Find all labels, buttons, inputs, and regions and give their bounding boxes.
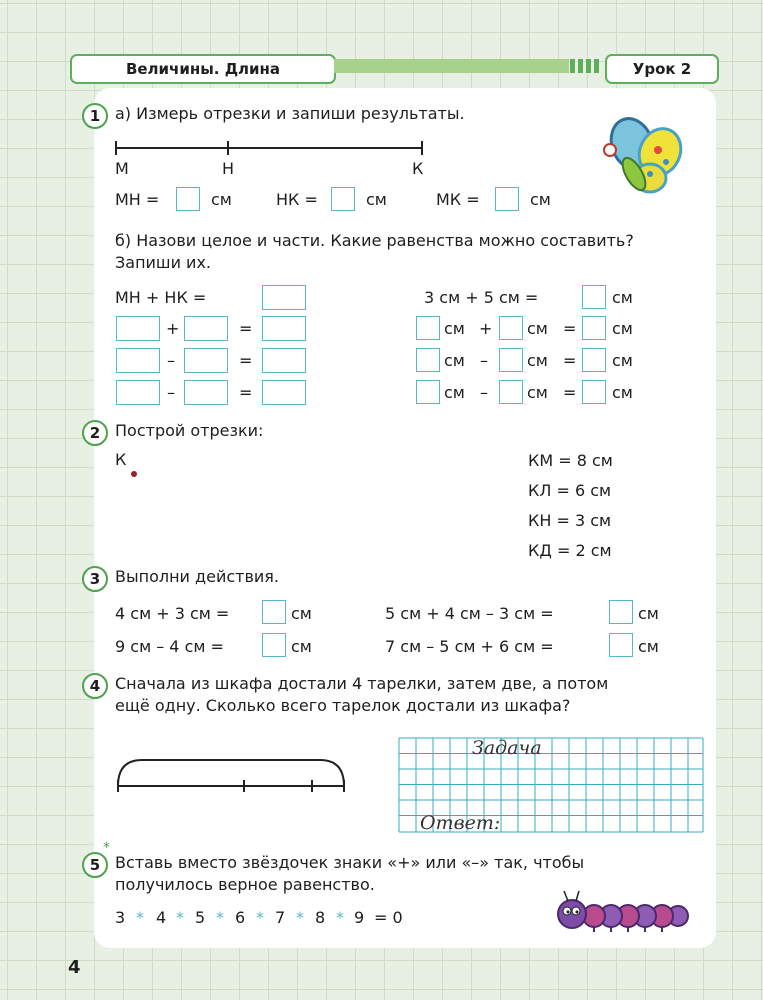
unit-label: см xyxy=(527,383,548,402)
answer-box[interactable] xyxy=(184,380,228,405)
answer-box[interactable] xyxy=(499,348,523,372)
equation-number: 9 xyxy=(354,908,365,927)
operator: = xyxy=(563,351,577,370)
operator: = xyxy=(563,383,577,402)
answer-box[interactable] xyxy=(416,316,440,340)
unit-label: см xyxy=(366,190,387,209)
task-text: Выполни действия. xyxy=(115,567,279,586)
equation-number: 4 xyxy=(156,908,167,927)
page-number: 4 xyxy=(68,957,81,978)
star-slot[interactable]: * xyxy=(176,908,184,927)
equation-result: = 0 xyxy=(374,908,403,927)
unit-label: см xyxy=(530,190,551,209)
equation-number: 3 xyxy=(115,908,126,927)
segment-mhk xyxy=(110,138,430,158)
answer-box[interactable] xyxy=(582,380,606,404)
answer-box[interactable] xyxy=(331,187,355,211)
answer-box[interactable] xyxy=(582,285,606,309)
section-title: Величины. Длина xyxy=(70,54,336,84)
unit-label: см xyxy=(638,637,659,656)
task-text: получилось верное равенство. xyxy=(115,875,375,894)
answer-box[interactable] xyxy=(116,348,160,373)
star-slot[interactable]: * xyxy=(256,908,264,927)
equation-number: 6 xyxy=(235,908,246,927)
exercise-text: 5 см + 4 см – 3 см = xyxy=(385,604,554,623)
star-slot[interactable]: * xyxy=(336,908,344,927)
answer-box[interactable] xyxy=(582,348,606,372)
equation-text: МН + НК = xyxy=(115,288,207,307)
exercise-text: 4 см + 3 см = xyxy=(115,604,230,623)
operator: = xyxy=(239,351,253,370)
answer-box[interactable] xyxy=(262,633,286,657)
answer-box[interactable] xyxy=(116,380,160,405)
unit-label: см xyxy=(638,604,659,623)
answer-box[interactable] xyxy=(416,380,440,404)
task-number: 3 xyxy=(82,566,108,592)
unit-label: см xyxy=(527,351,548,370)
equation-number: 7 xyxy=(275,908,286,927)
header-bar xyxy=(334,59,569,73)
answer-box[interactable] xyxy=(499,380,523,404)
unit-label: см xyxy=(612,288,633,307)
unit-label: см xyxy=(527,319,548,338)
exercise-text: 9 см – 4 см = xyxy=(115,637,224,656)
point-label: Н xyxy=(222,159,235,178)
answer-box[interactable] xyxy=(609,600,633,624)
answer-box[interactable] xyxy=(262,348,306,373)
star-mark: * xyxy=(103,840,110,856)
task-number: 5 xyxy=(82,852,108,878)
task-text: ещё одну. Сколько всего тарелок достали из шкафа? xyxy=(115,696,571,715)
task-text: Вставь вместо звёздочек знаки «+» или «–» так, чтобы xyxy=(115,853,585,872)
answer-box[interactable] xyxy=(184,348,228,373)
equation-text: 3 см + 5 см = xyxy=(424,288,539,307)
butterfly-illustration xyxy=(592,112,692,202)
unit-label: см xyxy=(612,383,633,402)
star-slot[interactable]: * xyxy=(136,908,144,927)
segment-spec: КЛ = 6 см xyxy=(528,481,612,500)
answer-box[interactable] xyxy=(176,187,200,211)
answer-box[interactable] xyxy=(582,316,606,340)
answer-box[interactable] xyxy=(116,316,160,341)
task-text: а) Измерь отрезки и запиши результаты. xyxy=(115,104,465,123)
caterpillar-illustration xyxy=(548,886,698,936)
header-stripe xyxy=(570,59,575,73)
answer-box[interactable] xyxy=(262,316,306,341)
operator: = xyxy=(563,319,577,338)
grid-answer-label: Ответ: xyxy=(420,812,501,834)
operator: = xyxy=(239,383,253,402)
star-slot[interactable]: * xyxy=(296,908,304,927)
answer-box[interactable] xyxy=(262,380,306,405)
unit-label: см xyxy=(444,383,465,402)
scheme-diagram xyxy=(112,752,352,798)
unit-label: см xyxy=(612,319,633,338)
equation-number: 8 xyxy=(315,908,326,927)
point-label: К xyxy=(115,450,127,469)
point-label: К xyxy=(412,159,424,178)
measure-label: НК = xyxy=(276,190,318,209)
header-stripe xyxy=(586,59,591,73)
exercise-text: 7 см – 5 см + 6 см = xyxy=(385,637,554,656)
header-stripe xyxy=(578,59,583,73)
unit-label: см xyxy=(291,637,312,656)
answer-box[interactable] xyxy=(262,285,306,310)
measure-label: МН = xyxy=(115,190,160,209)
unit-label: см xyxy=(612,351,633,370)
header-stripe xyxy=(594,59,599,73)
unit-label: см xyxy=(211,190,232,209)
start-point xyxy=(131,471,137,477)
segment-spec: КН = 3 см xyxy=(528,511,612,530)
operator: = xyxy=(239,319,253,338)
equation-number: 5 xyxy=(195,908,206,927)
answer-box[interactable] xyxy=(262,600,286,624)
answer-box[interactable] xyxy=(416,348,440,372)
unit-label: см xyxy=(444,319,465,338)
answer-box[interactable] xyxy=(495,187,519,211)
operator: – xyxy=(167,351,175,370)
answer-box[interactable] xyxy=(609,633,633,657)
operator: – xyxy=(480,351,488,370)
point-label: М xyxy=(115,159,129,178)
task-number: 2 xyxy=(82,420,108,446)
task-text: Построй отрезки: xyxy=(115,421,264,440)
lesson-label: Урок 2 xyxy=(605,54,719,84)
operator: – xyxy=(167,383,175,402)
task-text: Запиши их. xyxy=(115,253,211,272)
measure-label: МК = xyxy=(436,190,480,209)
unit-label: см xyxy=(444,351,465,370)
task-number: 4 xyxy=(82,673,108,699)
task-text: б) Назови целое и части. Какие равенства можно составить? xyxy=(115,231,634,250)
segment-spec: КМ = 8 см xyxy=(528,451,613,470)
grid-task-label: Задача xyxy=(472,737,542,759)
operator: – xyxy=(480,383,488,402)
operator: + xyxy=(166,319,180,338)
answer-box[interactable] xyxy=(499,316,523,340)
answer-box[interactable] xyxy=(184,316,228,341)
segment-spec: КД = 2 см xyxy=(528,541,612,560)
operator: + xyxy=(479,319,493,338)
unit-label: см xyxy=(291,604,312,623)
task-text: Сначала из шкафа достали 4 тарелки, затем две, а потом xyxy=(115,674,609,693)
task-number: 1 xyxy=(82,103,108,129)
star-slot[interactable]: * xyxy=(216,908,224,927)
